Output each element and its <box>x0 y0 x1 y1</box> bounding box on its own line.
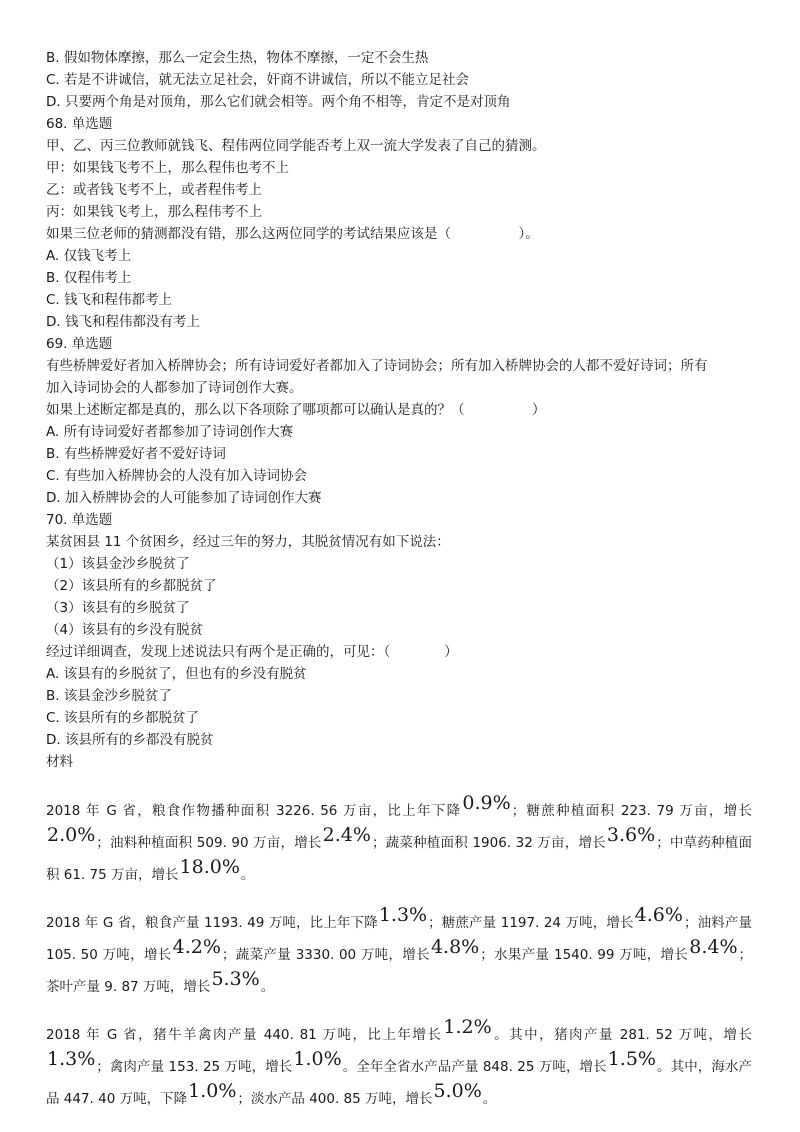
percentage-value: 8.4% <box>689 936 738 958</box>
q69-option-b: B. 有些桥牌爱好者不爱好诗词 <box>46 446 226 462</box>
q69-intro-line-1: 有些桥牌爱好者加入桥牌协会；所有诗词爱好者都加入了诗词协会；所有加入桥牌协会的人都不爱好诗词；所有 <box>46 358 708 374</box>
percentage-value: 2.0% <box>47 824 96 846</box>
q69-option-d: D. 加入桥牌协会的人可能参加了诗词创作大赛 <box>46 490 322 506</box>
q68-option-c: C. 钱飞和程伟都考上 <box>46 292 173 308</box>
percentage-value: 1.2% <box>443 1016 492 1038</box>
material-text: ；茶叶产量 9. 87 万吨，增长 <box>46 947 753 995</box>
q70-statement-2: （2）该县所有的乡都脱贫了 <box>46 578 217 594</box>
q69-stem: 如果上述断定都是真的，那么以下各项除了哪项都可以确认是真的？（ ） <box>46 402 546 418</box>
material-text: ；禽肉产量 153. 25 万吨，增长 <box>96 1059 293 1075</box>
material-paragraph-3 <box>46 1018 752 1114</box>
material-label: 材料 <box>46 754 73 770</box>
q70-statement-4: （4）该县有的乡没有脱贫 <box>46 622 204 638</box>
material-text: 。 <box>482 1091 497 1107</box>
percentage-value: 0.9% <box>462 792 511 814</box>
q68-number: 68. 单选题 <box>46 116 113 132</box>
material-text: 2018 年 G 省，粮食产量 1193. 49 万吨，比上年下降 <box>46 915 378 931</box>
material-text: ；油料产量 105. 50 万吨，增长 <box>46 915 752 963</box>
material-text: ；油料种植面积 509. 90 万亩，增长 <box>96 835 322 851</box>
q68-statement-2: 乙：或者钱飞考不上，或者程伟考上 <box>46 182 262 198</box>
q70-statement-3: （3）该县有的乡脱贫了 <box>46 600 190 616</box>
percentage-value: 1.3% <box>378 904 428 926</box>
material-text: 2018 年 G 省，粮食作物播种面积 3226. 56 万亩，比上年下降 <box>46 803 462 819</box>
material-text: ；水果产量 1540. 99 万吨，增长 <box>480 947 689 963</box>
percentage-value: 4.2% <box>172 936 221 958</box>
q69-number: 69. 单选题 <box>46 336 113 352</box>
q67-option-d: D. 只要两个角是对顶角，那么它们就会相等。两个角不相等，肯定不是对顶角 <box>46 94 511 110</box>
percentage-value: 4.6% <box>634 904 683 926</box>
material-text: 。全年全省水产品产量 848. 25 万吨，增长 <box>342 1059 607 1075</box>
material-text: 。其中，海水产品 447. 40 万吨，下降 <box>46 1059 752 1107</box>
material-text: ；淡水产品 400. 85 万吨，增长 <box>237 1091 433 1107</box>
q70-number: 70. 单选题 <box>46 512 113 528</box>
q68-stem: 如果三位老师的猜测都没有错，那么这两位同学的考试结果应该是（ ）。 <box>46 226 539 242</box>
material-text: 。 <box>260 979 275 995</box>
material-paragraph-1 <box>46 794 752 890</box>
q68-statement-1: 甲：如果钱飞考不上，那么程伟也考不上 <box>46 160 289 176</box>
material-text: ；蔬菜种植面积 1906. 32 万亩，增长 <box>371 835 606 851</box>
q68-option-d: D. 钱飞和程伟都没有考上 <box>46 314 200 330</box>
q67-option-c: C. 若是不讲诚信，就无法立足社会，奸商不讲诚信，所以不能立足社会 <box>46 72 470 88</box>
material-text: ；糖蔗产量 1197. 24 万吨，增长 <box>428 915 634 931</box>
material-text: ；蔬菜产量 3330. 00 万吨，增长 <box>221 947 430 963</box>
material-text: ；糖蔗种植面积 223. 79 万亩，增长 <box>511 803 752 819</box>
percentage-value: 2.4% <box>322 824 371 846</box>
q70-option-b: B. 该县金沙乡脱贫了 <box>46 688 172 704</box>
percentage-value: 1.5% <box>607 1048 656 1070</box>
q68-option-a: A. 仅钱飞考上 <box>46 248 132 264</box>
percentage-value: 18.0% <box>179 856 240 878</box>
q70-option-d: D. 该县所有的乡都没有脱贫 <box>46 732 214 748</box>
percentage-value: 4.8% <box>430 936 480 958</box>
q68-intro: 甲、乙、丙三位教师就钱飞、程伟两位同学能否考上双一流大学发表了自己的猜测。 <box>46 138 546 154</box>
material-text: ；中草药种植面积 61. 75 万亩，增长 <box>46 835 752 883</box>
q69-option-a: A. 所有诗词爱好者都参加了诗词创作大赛 <box>46 424 294 440</box>
material-text: 。 <box>240 867 255 883</box>
q69-option-c: C. 有些加入桥牌协会的人没有加入诗词协会 <box>46 468 308 484</box>
material-text: 。其中，猪肉产量 281. 52 万吨，增长 <box>492 1027 752 1043</box>
q68-option-b: B. 仅程伟考上 <box>46 270 132 286</box>
q70-option-c: C. 该县所有的乡都脱贫了 <box>46 710 200 726</box>
q70-option-a: A. 该县有的乡脱贫了，但也有的乡没有脱贫 <box>46 666 307 682</box>
q70-intro: 某贫困县 11 个贫困乡，经过三年的努力，其脱贫情况有如下说法： <box>46 534 450 550</box>
percentage-value: 3.6% <box>606 824 656 846</box>
q70-stem: 经过详细调查，发现上述说法只有两个是正确的，可见：（ ） <box>46 644 458 660</box>
q70-statement-1: （1）该县金沙乡脱贫了 <box>46 556 190 572</box>
percentage-value: 1.3% <box>47 1048 96 1070</box>
q69-intro-line-2: 加入诗词协会的人都参加了诗词创作大赛。 <box>46 380 303 396</box>
percentage-value: 5.0% <box>433 1080 482 1102</box>
percentage-value: 1.0% <box>188 1080 237 1102</box>
q67-option-b: B. 假如物体摩擦，那么一定会生热，物体不摩擦，一定不会生热 <box>46 50 429 66</box>
percentage-value: 1.0% <box>293 1048 342 1070</box>
material-text: 2018 年 G 省，猪牛羊禽肉产量 440. 81 万吨，比上年增长 <box>46 1027 443 1043</box>
material-paragraph-2 <box>46 906 752 1002</box>
q68-statement-3: 丙：如果钱飞考上，那么程伟考不上 <box>46 204 262 220</box>
percentage-value: 5.3% <box>211 968 260 990</box>
